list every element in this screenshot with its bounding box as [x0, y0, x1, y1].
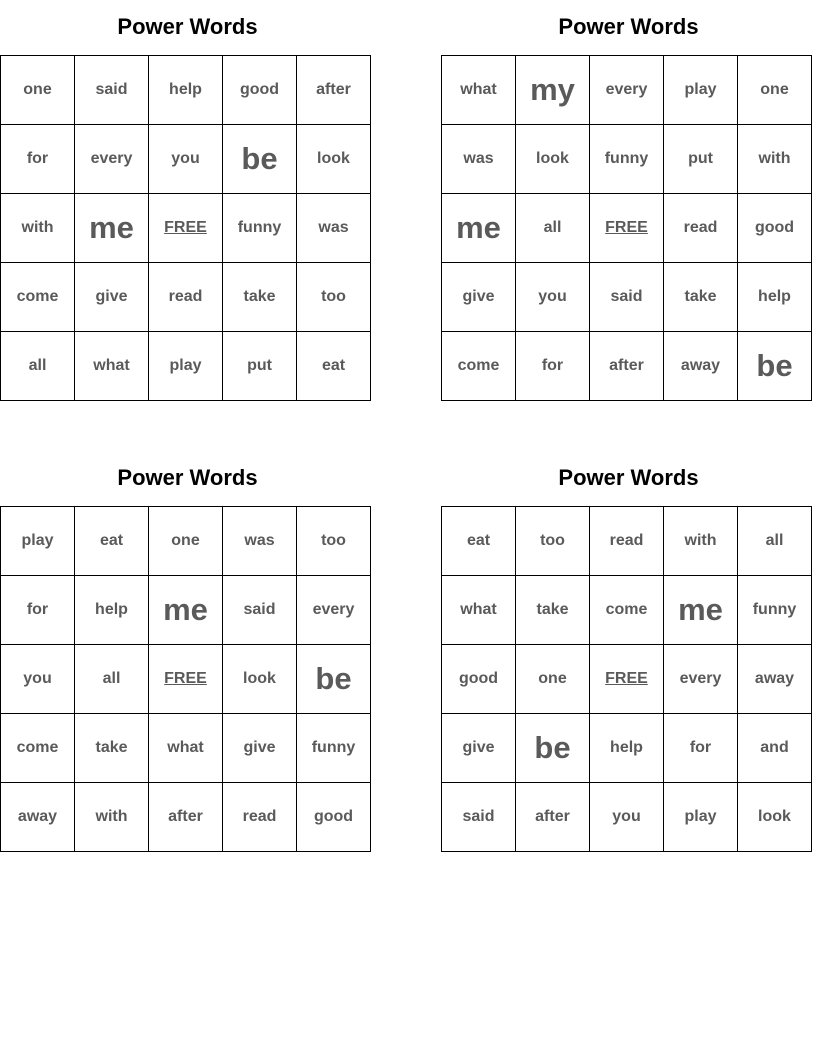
word-cell: be: [516, 714, 590, 783]
word-cell: funny: [590, 125, 664, 194]
word-cell: all: [1, 332, 75, 401]
word-cell: all: [738, 507, 812, 576]
word-cell: away: [738, 645, 812, 714]
word-cell: what: [149, 714, 223, 783]
word-cell: after: [149, 783, 223, 852]
word-cell: take: [75, 714, 149, 783]
grid-row: [1, 332, 371, 401]
word-cell: me: [149, 576, 223, 645]
word-cell: come: [590, 576, 664, 645]
word-cell: funny: [223, 194, 297, 263]
word-cell: was: [223, 507, 297, 576]
word-cell: you: [590, 783, 664, 852]
word-cell: read: [223, 783, 297, 852]
word-cell: with: [1, 194, 75, 263]
word-cell: all: [75, 645, 149, 714]
word-cell: look: [223, 645, 297, 714]
word-cell: said: [223, 576, 297, 645]
word-cell: play: [664, 783, 738, 852]
word-cell: good: [297, 783, 371, 852]
card-title: Power Words: [117, 14, 258, 39]
word-cell: look: [738, 783, 812, 852]
word-cell: one: [1, 56, 75, 125]
grid-row: [1, 576, 371, 645]
word-cell: every: [664, 645, 738, 714]
word-cell: come: [1, 714, 75, 783]
word-cell: be: [223, 125, 297, 194]
word-cell: too: [297, 263, 371, 332]
grid-row: [1, 783, 371, 852]
word-cell: good: [442, 645, 516, 714]
card-title: Power Words: [117, 465, 258, 490]
word-cell: take: [516, 576, 590, 645]
grid-row: [442, 783, 812, 852]
word-cell: my: [516, 56, 590, 125]
word-cell: come: [1, 263, 75, 332]
word-cell: after: [516, 783, 590, 852]
card-title: Power Words: [558, 14, 699, 39]
word-cell: you: [149, 125, 223, 194]
word-cell: help: [590, 714, 664, 783]
word-cell: good: [738, 194, 812, 263]
word-cell: one: [516, 645, 590, 714]
bingo-grid: [441, 506, 812, 852]
word-cell: give: [442, 263, 516, 332]
word-cell: play: [664, 56, 738, 125]
word-cell: take: [223, 263, 297, 332]
word-cell: every: [590, 56, 664, 125]
free-space-cell: FREE: [590, 645, 664, 714]
grid-row: [1, 714, 371, 783]
grid-row: [1, 194, 371, 263]
free-space-cell: FREE: [149, 645, 223, 714]
word-cell: help: [149, 56, 223, 125]
word-cell: good: [223, 56, 297, 125]
word-cell: for: [1, 125, 75, 194]
grid-row: [442, 332, 812, 401]
word-cell: one: [738, 56, 812, 125]
word-cell: was: [442, 125, 516, 194]
word-cell: and: [738, 714, 812, 783]
word-cell: too: [516, 507, 590, 576]
word-cell: play: [1, 507, 75, 576]
word-cell: eat: [442, 507, 516, 576]
word-cell: one: [149, 507, 223, 576]
grid-row: [442, 576, 812, 645]
word-cell: give: [442, 714, 516, 783]
word-cell: take: [664, 263, 738, 332]
word-cell: for: [516, 332, 590, 401]
word-cell: what: [442, 576, 516, 645]
word-cell: for: [664, 714, 738, 783]
word-cell: funny: [738, 576, 812, 645]
word-cell: you: [516, 263, 590, 332]
word-cell: with: [75, 783, 149, 852]
grid-row: [442, 194, 812, 263]
word-cell: give: [75, 263, 149, 332]
word-cell: put: [223, 332, 297, 401]
grid-row: [1, 56, 371, 125]
grid-row: [442, 507, 812, 576]
word-cell: me: [75, 194, 149, 263]
word-cell: after: [297, 56, 371, 125]
word-cell: with: [738, 125, 812, 194]
word-cell: with: [664, 507, 738, 576]
word-cell: read: [664, 194, 738, 263]
grid-row: [1, 507, 371, 576]
word-cell: after: [590, 332, 664, 401]
card-title: Power Words: [558, 465, 699, 490]
grid-row: [442, 125, 812, 194]
word-cell: was: [297, 194, 371, 263]
word-cell: funny: [297, 714, 371, 783]
grid-row: [442, 263, 812, 332]
grid-row: [442, 56, 812, 125]
bingo-grid: [441, 55, 812, 401]
word-cell: what: [442, 56, 516, 125]
word-cell: every: [297, 576, 371, 645]
grid-row: [1, 645, 371, 714]
word-cell: every: [75, 125, 149, 194]
grid-row: [442, 645, 812, 714]
word-cell: help: [75, 576, 149, 645]
grid-row: [442, 714, 812, 783]
grid-row: [1, 125, 371, 194]
word-cell: too: [297, 507, 371, 576]
word-cell: look: [516, 125, 590, 194]
word-cell: away: [1, 783, 75, 852]
word-cell: give: [223, 714, 297, 783]
word-cell: for: [1, 576, 75, 645]
word-cell: help: [738, 263, 812, 332]
word-cell: said: [75, 56, 149, 125]
word-cell: be: [297, 645, 371, 714]
word-cell: said: [590, 263, 664, 332]
bingo-grid: [0, 506, 371, 852]
word-cell: me: [664, 576, 738, 645]
bingo-grid: [0, 55, 371, 401]
word-cell: you: [1, 645, 75, 714]
word-cell: away: [664, 332, 738, 401]
word-cell: be: [738, 332, 812, 401]
word-cell: all: [516, 194, 590, 263]
word-cell: look: [297, 125, 371, 194]
word-cell: read: [590, 507, 664, 576]
word-cell: eat: [75, 507, 149, 576]
word-cell: me: [442, 194, 516, 263]
grid-row: [1, 263, 371, 332]
word-cell: what: [75, 332, 149, 401]
word-cell: said: [442, 783, 516, 852]
word-cell: put: [664, 125, 738, 194]
word-cell: play: [149, 332, 223, 401]
free-space-cell: FREE: [590, 194, 664, 263]
word-cell: eat: [297, 332, 371, 401]
free-space-cell: FREE: [149, 194, 223, 263]
word-cell: come: [442, 332, 516, 401]
word-cell: read: [149, 263, 223, 332]
